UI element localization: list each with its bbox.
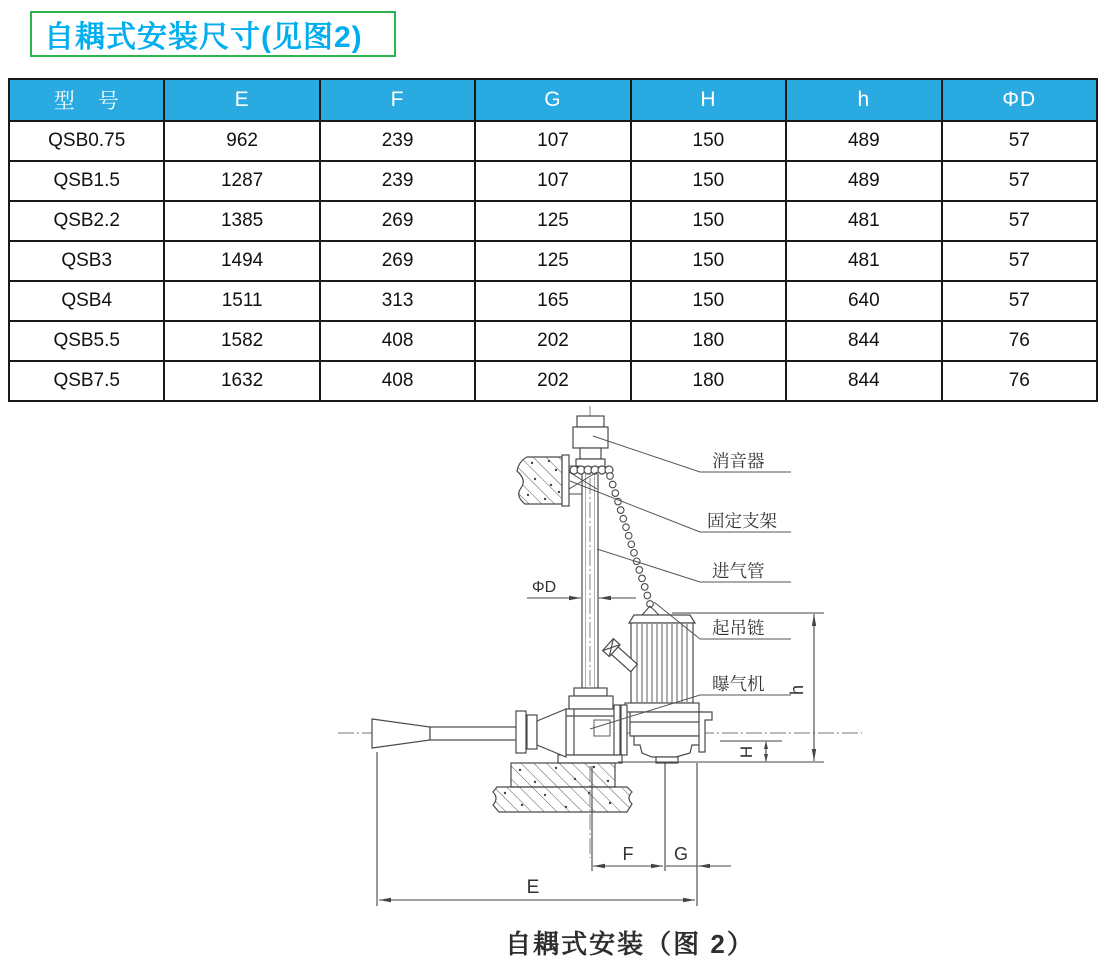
- section-title-box: [30, 11, 396, 57]
- cell-F: 313: [320, 281, 475, 321]
- venturi-tube: [372, 709, 566, 757]
- cell-h: 489: [786, 161, 941, 201]
- dimension-table: [8, 78, 1098, 402]
- cell-F: 239: [320, 121, 475, 161]
- cell-H: 150: [631, 121, 786, 161]
- cell-h: 844: [786, 321, 941, 361]
- muffler: [570, 416, 613, 474]
- cell-G: 125: [475, 201, 630, 241]
- label-muffler: 消音器: [712, 451, 765, 471]
- table-header-row: [9, 79, 1097, 121]
- table-row: [9, 241, 1097, 281]
- guide-claw: [699, 712, 712, 752]
- cell-G: 107: [475, 161, 630, 201]
- cell-G: 125: [475, 241, 630, 281]
- label-aerator: 曝气机: [712, 674, 765, 694]
- cell-model: QSB1.5: [9, 161, 164, 201]
- cell-phiD: 57: [942, 161, 1097, 201]
- cell-phiD: 57: [942, 241, 1097, 281]
- col-header-h: h: [786, 79, 941, 121]
- label-bracket: 固定支架: [707, 511, 777, 531]
- col-header-model: 型 号: [9, 79, 164, 121]
- cell-E: 1582: [164, 321, 319, 361]
- cell-F: 239: [320, 161, 475, 201]
- col-header-H: H: [631, 79, 786, 121]
- label-inlet-pipe: 进气管: [712, 561, 765, 581]
- table-row: [9, 161, 1097, 201]
- cell-H: 150: [631, 281, 786, 321]
- cell-phiD: 57: [942, 281, 1097, 321]
- cell-H: 150: [631, 241, 786, 281]
- cell-h: 640: [786, 281, 941, 321]
- table-row: [9, 361, 1097, 401]
- cell-phiD: 76: [942, 361, 1097, 401]
- installation-diagram: [0, 400, 1106, 965]
- col-header-F: F: [320, 79, 475, 121]
- cell-E: 1511: [164, 281, 319, 321]
- cell-h: 489: [786, 121, 941, 161]
- cell-h: 481: [786, 201, 941, 241]
- table-row: [9, 121, 1097, 161]
- dim-label-h: h: [787, 684, 807, 696]
- pump-body: [558, 688, 627, 763]
- cell-h: 844: [786, 361, 941, 401]
- cell-phiD: 57: [942, 121, 1097, 161]
- cell-model: QSB7.5: [9, 361, 164, 401]
- col-header-phiD: ΦD: [942, 79, 1097, 121]
- cell-G: 165: [475, 281, 630, 321]
- cell-H: 180: [631, 361, 786, 401]
- cell-model: QSB3: [9, 241, 164, 281]
- col-header-G: G: [475, 79, 630, 121]
- cell-E: 1494: [164, 241, 319, 281]
- label-chain: 起吊链: [712, 618, 765, 638]
- table-row: [9, 321, 1097, 361]
- cell-model: QSB2.2: [9, 201, 164, 241]
- cell-H: 150: [631, 161, 786, 201]
- cell-F: 408: [320, 361, 475, 401]
- cell-E: 1632: [164, 361, 319, 401]
- dim-label-E: E: [526, 877, 540, 898]
- cell-F: 408: [320, 321, 475, 361]
- cell-phiD: 76: [942, 321, 1097, 361]
- pipe-clamp: [570, 466, 613, 474]
- dim-H: [720, 741, 782, 762]
- dim-label-G: G: [673, 844, 689, 864]
- cell-G: 202: [475, 321, 630, 361]
- cell-model: QSB0.75: [9, 121, 164, 161]
- cell-E: 1385: [164, 201, 319, 241]
- concrete-base: [493, 763, 632, 812]
- cell-G: 107: [475, 121, 630, 161]
- cell-H: 150: [631, 201, 786, 241]
- table-row: [9, 201, 1097, 241]
- cell-model: QSB4: [9, 281, 164, 321]
- cell-h: 481: [786, 241, 941, 281]
- cell-H: 180: [631, 321, 786, 361]
- cell-F: 269: [320, 201, 475, 241]
- cell-model: QSB5.5: [9, 321, 164, 361]
- cell-G: 202: [475, 361, 630, 401]
- cell-F: 269: [320, 241, 475, 281]
- figure-caption: 自耦式安装（图 2）: [505, 929, 755, 959]
- dim-label-phiD: ΦD: [531, 579, 557, 596]
- dim-label-F: F: [622, 844, 634, 864]
- lifting-chain: [607, 473, 665, 621]
- section-title: 自耦式安装尺寸(见图2): [44, 21, 363, 54]
- table-row: [9, 281, 1097, 321]
- cell-phiD: 57: [942, 201, 1097, 241]
- cell-E: 1287: [164, 161, 319, 201]
- cell-E: 962: [164, 121, 319, 161]
- dim-label-H: H: [737, 745, 756, 759]
- col-header-E: E: [164, 79, 319, 121]
